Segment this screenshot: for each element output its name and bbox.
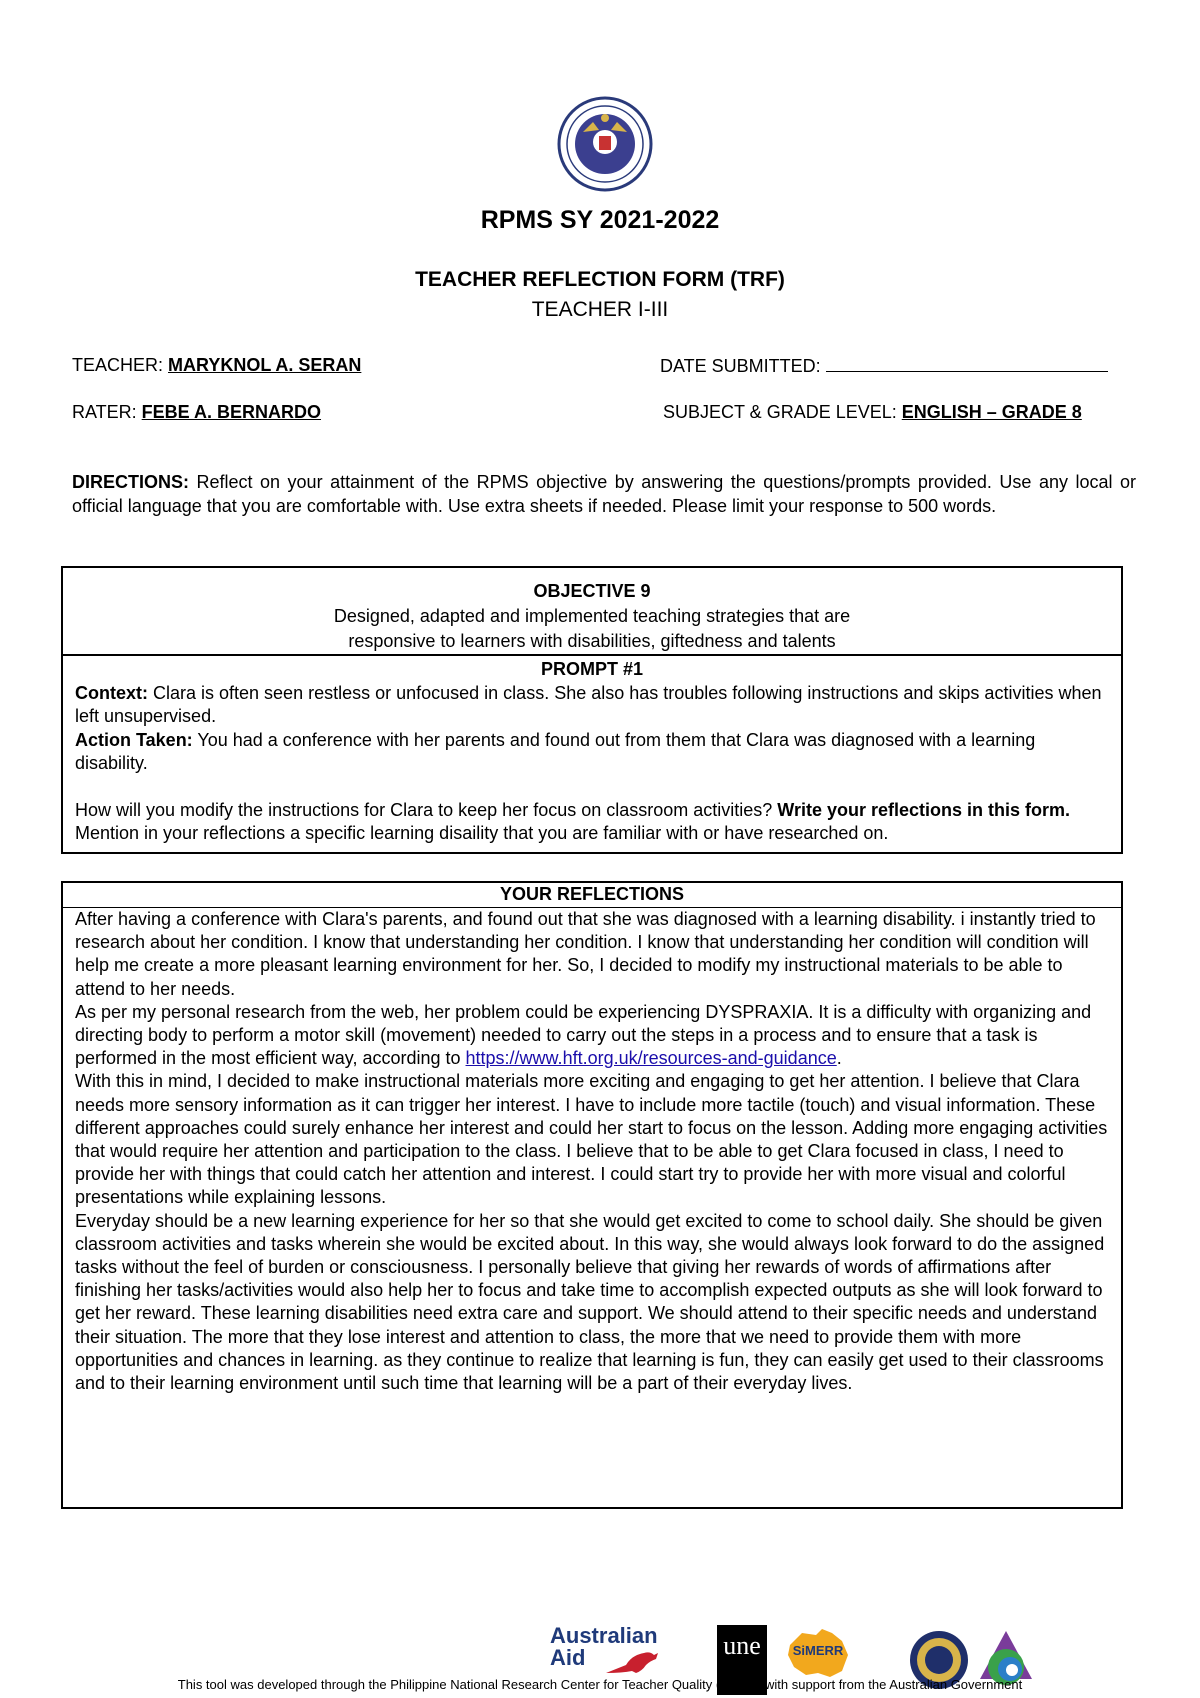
context-text: Clara is often seen restless or unfocused in class. She also has troubles following instructions and skips activities when left unsupervised. [75, 682, 1102, 726]
rater-name: FEBE A. BERNARDO [141, 402, 322, 422]
directions-label: DIRECTIONS: [72, 472, 189, 492]
subject-field [663, 402, 1082, 423]
reflection-p2-end: . [836, 1048, 842, 1069]
action-label: Action Taken: [75, 729, 193, 750]
objective-section [63, 568, 1121, 656]
subject-label: SUBJECT & GRADE LEVEL: [663, 402, 902, 422]
teacher-label: TEACHER: [72, 355, 169, 375]
reflections-body [63, 908, 1121, 1395]
aus-aid-line-2: Aid [550, 1645, 586, 1670]
prompt-action [75, 729, 1109, 776]
subject-value: ENGLISH – GRADE 8 [901, 402, 1082, 422]
simerr-text: SiMERR [792, 1643, 844, 1658]
reflection-paragraph-1: After having a conference with Clara's parents, and found out that she was diagnosed with a learning disability. i instantly tried to research about her condition. I know that understanding her condition. I know that understanding her condition will condition will help me create a more pleasant learning environment for her. So, I decided to modify my instructional materials to be able to attend to her needs. [75, 909, 1096, 999]
date-label: DATE SUBMITTED: [660, 356, 826, 376]
question-tail: Mention in your reflections a specific learning disaility that you are familiar with or have researched on. [75, 823, 889, 843]
objective-line-1: Designed, adapted and implemented teaching strategies that are [333, 606, 851, 626]
action-text: You had a conference with her parents and found out from them that Clara was diagnosed with a learning disability. [75, 729, 1036, 773]
rater-field [72, 402, 321, 423]
reflections-heading: YOUR REFLECTIONS [63, 883, 1121, 908]
kangaroo-icon [602, 1647, 664, 1677]
date-submitted-field [660, 355, 1108, 377]
reflection-paragraph-2 [75, 1001, 1109, 1071]
directions [72, 470, 1136, 518]
question-text: How will you modify the instructions for Clara to keep her focus on classroom activities? [75, 799, 778, 820]
reflections-box [61, 881, 1123, 1509]
page-title: RPMS SY 2021-2022 [480, 206, 720, 234]
prompt-section [63, 656, 1121, 846]
une-text: une [723, 1631, 761, 1660]
prompt-heading: PROMPT #1 [540, 659, 644, 679]
prompt-question [75, 799, 1109, 846]
objective-heading: OBJECTIVE 9 [533, 581, 651, 601]
footer-credit: This tool was developed through the Philippine National Research Center for Teacher Quality (RCTQ) with support from the Australian Government [177, 1677, 1023, 1692]
reflection-p2-text: As per my personal research from the web, her problem could be experiencing DYSPRAXIA. It is a difficulty with organizing and directing body to perform a motor skill (movement) needed to carry out the steps in a process and to ensure that a task is performed in the most efficient way, according to [75, 1001, 1092, 1069]
aus-aid-line-1: Australian [550, 1623, 658, 1648]
teacher-name: MARYKNOL A. SERAN [168, 355, 362, 375]
date-blank-line [826, 355, 1108, 372]
objective-line-2: responsive to learners with disabilities, giftedness and talents [348, 631, 836, 651]
form-subtitle: TEACHER I-III [531, 298, 669, 321]
teacher-field [72, 355, 361, 376]
prompt-context [75, 682, 1109, 729]
form-title: TEACHER REFLECTION FORM (TRF) [415, 268, 785, 291]
hft-resource-link[interactable]: https://www.hft.org.uk/resources-and-guidance [465, 1048, 837, 1069]
context-label: Context: [75, 682, 148, 703]
reflection-paragraph-4: Everyday should be a new learning experience for her so that she would get excited to come to school daily. She should be given classroom activities and tasks wherein she would be excited about. In this way, she would always look forward to do the assigned tasks without the feel of burden or consciousness. I personally believe that giving her rewards of words of affirmations after finishing her tasks/activities would also help her to focus and take time to accomplish expected outputs as she will look forward to get her reward. These learning disabilities need extra care and support. We should attend to their specific needs and understand their situation. The more that they lose interest and attention to class, the more that we need to provide them with more opportunities and chances in learning. as they continue to realize that learning is fun, they can easily get used to their classrooms and to their learning environment until such time that learning will be a part of their everyday lives. [75, 1210, 1105, 1394]
directions-text: Reflect on your attainment of the RPMS objective by answering the questions/prompts provided. Use any local or official language that you are comfortable with. Use extra sheets if needed. Please limit your response to 500 words. [72, 472, 1136, 516]
reflection-paragraph-3: With this in mind, I decided to make instructional materials more exciting and engaging to get her attention. I believe that Clara needs more sensory information as it can trigger her interest. I have to include more tactile (touch) and visual information. These different approaches could surely enhance her interest and could her start to focus on the lesson. Adding more engaging activities that would require her attention and participation to the class. I believe that to be able to get Clara focused in class, I need to provide her with things that could catch her attention and interest. I could start try to provide her with more visual and colorful presentations while explaining lessons. [75, 1071, 1108, 1208]
objective-prompt-box [61, 566, 1123, 854]
deped-seal-logo [545, 96, 665, 192]
question-bold: Write your reflections in this form. [777, 799, 1071, 820]
rater-label: RATER: [72, 402, 142, 422]
